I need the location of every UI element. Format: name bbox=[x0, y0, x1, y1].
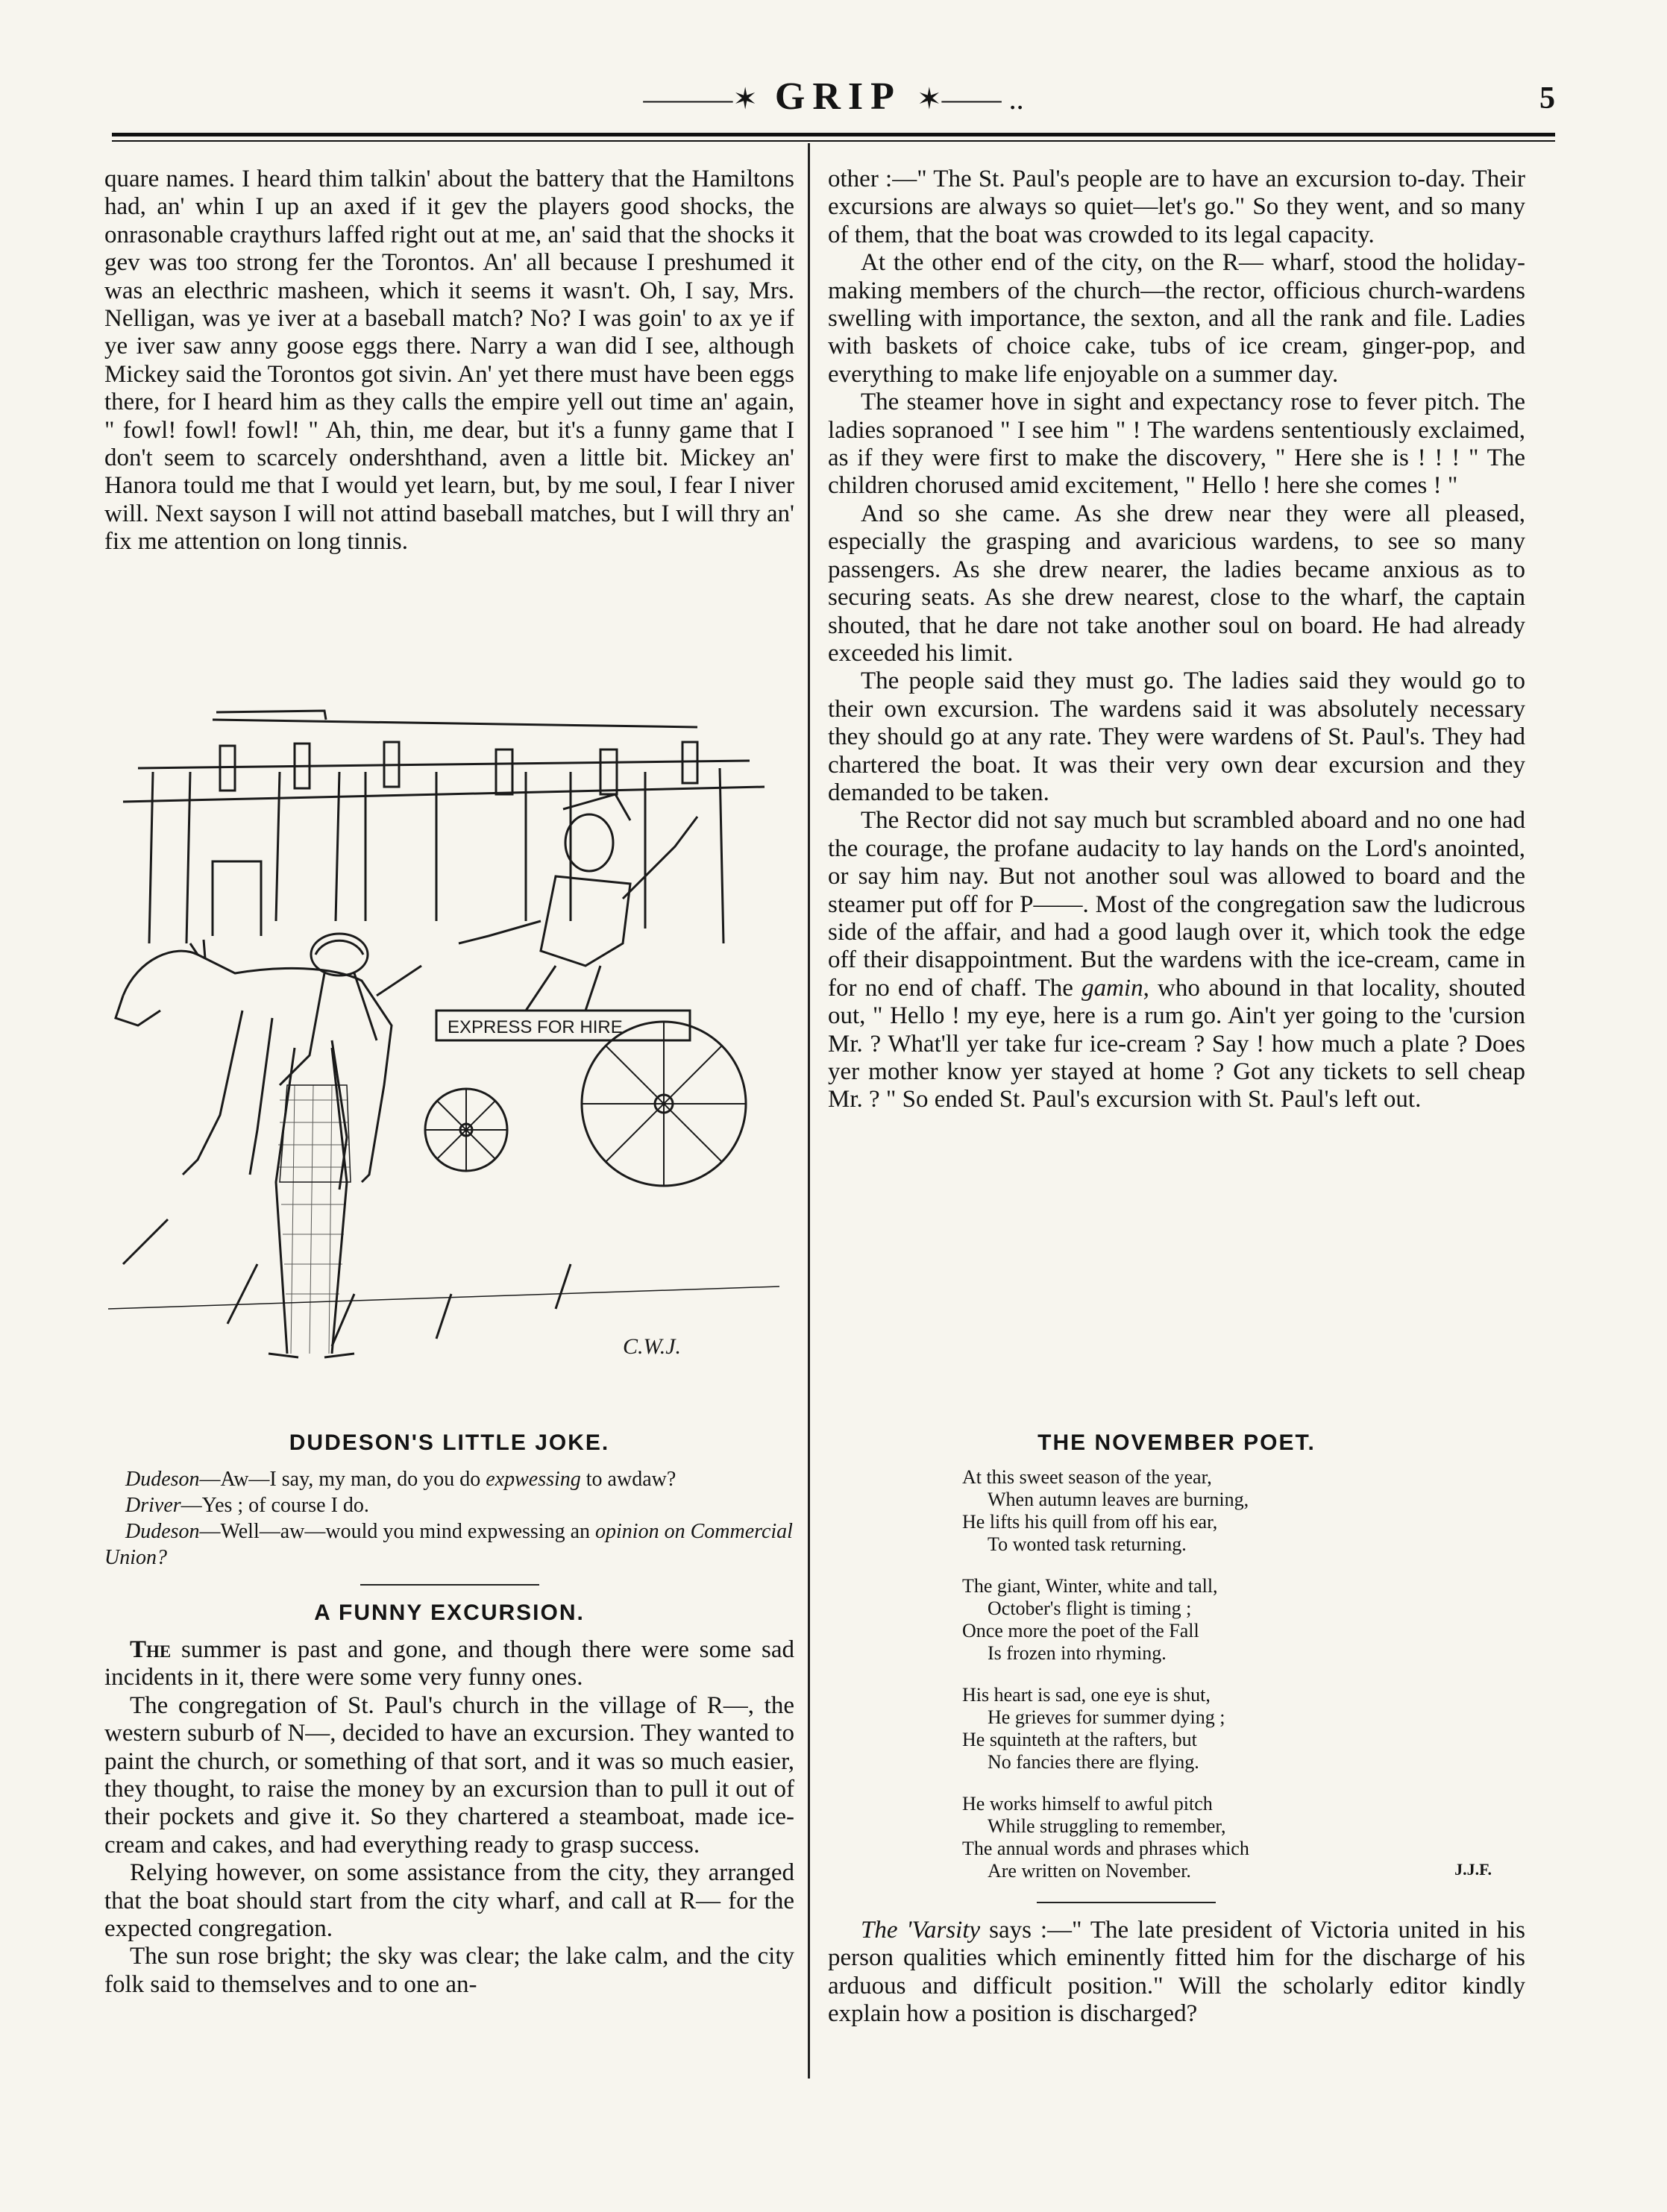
joke-title: DUDESON'S LITTLE JOKE. bbox=[289, 1430, 610, 1455]
joke-speaker-2: Driver bbox=[125, 1494, 181, 1517]
page-number: 5 bbox=[1539, 81, 1555, 116]
masthead bbox=[112, 75, 1555, 119]
excursion-paragraph-7: The steamer hove in sight and expectancy rose to fever pitch. The ladies sopranoed " I see him " ! The wardens sententiously exclaimed, as if they were first to make the discovery, " Here she is ! ! ! " The children chorused amid excitement, " Hello ! here she comes ! " bbox=[828, 389, 1525, 500]
poem-line: When autumn leaves are burning, bbox=[988, 1489, 1249, 1510]
joke-text-1b: expwessing bbox=[486, 1468, 581, 1491]
dialect-letter-text: quare names. I heard thim talkin' about the battery that the Hamiltons had, an' whin I up an axed if it gev the players good shocks, the onrasonable craythurs laffed right out at me, an' said that the shocks it gev was too strong fer the Torontos. An' all because I preshumed it was an electhric masheen, which it seems it wasn't. Oh, I say, Mrs. Nelligan, was ye iver at a baseball match? No? I was goin' to ax ye if ye iver saw anny goose eggs there. Narry a wan did I see, although Mickey said the Torontos got sivin. An' yet there must have been eggs there, for I heard him as they calls the empire yell out time an' again, " fowl! fowl! fowl! " Ah, thin, me dear, but it's a funny game that I don't seem to scarcely ondershthand, aven a little bit. Mickey an' Hanora tould me that I would yet learn, but, by me soul, I fear I niver will. Next sayson I will not attind baseball matches, but I will thry an' fix me attention on long tinnis. bbox=[104, 166, 794, 556]
left-column-lower bbox=[104, 1430, 794, 1999]
poem-title: THE NOVEMBER POET. bbox=[1037, 1430, 1316, 1455]
poem-stanza bbox=[962, 1575, 1522, 1665]
poem-stanza bbox=[962, 1684, 1522, 1773]
column-divider bbox=[808, 143, 810, 2079]
joke-text-2a: —Yes ; of course I do. bbox=[180, 1494, 369, 1517]
artist-signature: C.W.J. bbox=[623, 1334, 682, 1359]
cartoon-illustration bbox=[108, 697, 791, 1413]
poem-line: To wonted task returning. bbox=[988, 1533, 1187, 1555]
joke-line-1 bbox=[104, 1466, 794, 1492]
poem-line: He squinteth at the rafters, but bbox=[962, 1729, 1197, 1750]
joke-line-2 bbox=[104, 1492, 794, 1518]
joke-line-3 bbox=[104, 1518, 794, 1571]
poem-line: October's flight is timing ; bbox=[988, 1597, 1192, 1619]
poem-line: At this sweet season of the year, bbox=[962, 1466, 1212, 1488]
poem-line: Are written on November. bbox=[988, 1860, 1191, 1882]
section-divider bbox=[360, 1584, 539, 1586]
excursion-lead-word: The bbox=[130, 1636, 172, 1663]
varsity-source: The 'Varsity bbox=[861, 1917, 981, 1944]
header-rule-thin bbox=[112, 140, 1555, 142]
left-column-intro bbox=[104, 166, 794, 556]
excursion-paragraph-10 bbox=[828, 807, 1525, 1113]
page-header bbox=[112, 75, 1555, 127]
excursion-p1-text: summer is past and gone, and though there were some sad incidents in it, there were some very funny ones. bbox=[104, 1636, 794, 1691]
varsity-paragraph bbox=[828, 1917, 1525, 2029]
right-column bbox=[828, 166, 1525, 1114]
cartoon-drawing bbox=[108, 697, 791, 1413]
poem-line: Is frozen into rhyming. bbox=[988, 1642, 1167, 1664]
joke-text-1a: —Aw—I say, my man, do you do bbox=[199, 1468, 486, 1491]
joke-text-3a: —Well—aw—would you mind expwessing an bbox=[199, 1520, 596, 1543]
poem-section bbox=[828, 1430, 1525, 1903]
excursion-paragraph-4: The sun rose bright; the sky was clear; the lake calm, and the city folk said to themselves and to one an- bbox=[104, 1943, 794, 1998]
excursion-paragraph-5: other :—" The St. Paul's people are to have an excursion to-day. Their excursions are always so quiet—let's go." So they went, and so many of them, that the boat was crowded to its legal capacity. bbox=[828, 166, 1525, 248]
masthead-title: GRIP bbox=[774, 75, 900, 118]
poem-body bbox=[962, 1466, 1522, 1882]
poem-divider bbox=[1037, 1902, 1216, 1903]
poem-stanza bbox=[962, 1793, 1522, 1882]
excursion-paragraph-1 bbox=[104, 1636, 794, 1692]
joke-text-1c: to awdaw? bbox=[580, 1468, 676, 1491]
joke-speaker-3: Dudeson bbox=[125, 1520, 200, 1543]
excursion-paragraph-2: The congregation of St. Paul's church in the village of R—, the western suburb of N—, decided to have an excursion. They wanted to paint the church, or something of that sort, and it was so much easier, they thought, to raise the money by an excursion than to pull it out of their pockets and give it. So they chartered a steamboat, made ice-cream and cakes, and had everything ready to grasp success. bbox=[104, 1691, 794, 1858]
paragraph-10-gamin: gamin bbox=[1081, 974, 1143, 1002]
joke-speaker-1: Dudeson bbox=[125, 1468, 200, 1491]
poem-line: While struggling to remember, bbox=[988, 1815, 1226, 1837]
excursion-paragraph-3: Relying however, on some assistance from the city, they arranged that the boat should start from the city wharf, and call at R— for the expected congregation. bbox=[104, 1859, 794, 1943]
excursion-title: A FUNNY EXCURSION. bbox=[314, 1600, 585, 1625]
poem-signature: J.J.F. bbox=[1454, 1860, 1492, 1879]
excursion-paragraph-9: The people said they must go. The ladies said they would go to their own excursion. The wardens said it was absolutely necessary they should go at any rate. They were wardens of St. Paul's. They had chartered the boat. It was their very own dear excursion and they demanded to be taken. bbox=[828, 667, 1525, 806]
masthead-ornament-right: ✶—— .. bbox=[917, 82, 1024, 116]
varsity-text: says :—" The late president of Victoria united in his person qualities which eminently fitted him for the discharge of his arduous and difficult position." Will the scholarly editor kindly explain how a position is discharged? bbox=[828, 1917, 1525, 2028]
poem-line: He works himself to awful pitch bbox=[962, 1793, 1213, 1814]
poem-line: No fancies there are flying. bbox=[988, 1751, 1199, 1773]
paragraph-10-text-b: , who abound in that locality, shouted out, " Hello ! my eye, here is a rum go. Ain't yer going to the 'cursion Mr. ? What'll yer take fur ice-cream ? Say ! how much a plate ? Does yer mother know yer stayed at home ? Got any tickets to sell cheap Mr. ? " So ended St. Paul's excursion with St. Paul's left out. bbox=[828, 974, 1525, 1113]
masthead-ornament-left: ———✶ bbox=[643, 82, 758, 116]
joke-text-3b: opinion on Commercial Union? bbox=[104, 1520, 793, 1569]
poem-line: He lifts his quill from off his ear, bbox=[962, 1511, 1218, 1533]
poem-line: Once more the poet of the Fall bbox=[962, 1620, 1199, 1641]
varsity-note bbox=[828, 1917, 1525, 2029]
excursion-paragraph-8: And so she came. As she drew near they were all pleased, especially the grasping and avaricious wardens, to see so many passengers. As she drew nearer, the ladies became anxious as to securing seats. As she drew nearest, close to the wharf, the captain shouted, that he dare not take another soul on board. He had already exceeded his limit. bbox=[828, 500, 1525, 667]
poem-line: He grieves for summer dying ; bbox=[988, 1706, 1225, 1728]
poem-line: The giant, Winter, white and tall, bbox=[962, 1575, 1218, 1597]
wagon-sign: EXPRESS FOR HIRE bbox=[448, 1017, 623, 1037]
poem-stanza bbox=[962, 1466, 1522, 1556]
paragraph-10-text-a: The Rector did not say much but scrambled aboard and no one had the courage, the profane audacity to lay hands on the Lord's anointed, or say him nay. But not another soul was allowed to board and the steamer put off for P——. Most of the congregation saw the ludicrous side of the affair, and had a good laugh over it, which took the edge off their disappointment. But the wardens with the ice-cream, came in for no end of chaff. The bbox=[828, 807, 1525, 1002]
header-rule-thick bbox=[112, 133, 1555, 136]
poem-line: The annual words and phrases which bbox=[962, 1838, 1249, 1859]
poem-line: His heart is sad, one eye is shut, bbox=[962, 1684, 1211, 1706]
excursion-paragraph-6: At the other end of the city, on the R— wharf, stood the holiday-making members of the church—the rector, officious church-wardens swelling with importance, the sexton, and all the rank and file. Ladies with baskets of choice cake, tubs of ice cream, ginger-pop, and everything to make life enjoyable on a summer day. bbox=[828, 249, 1525, 388]
